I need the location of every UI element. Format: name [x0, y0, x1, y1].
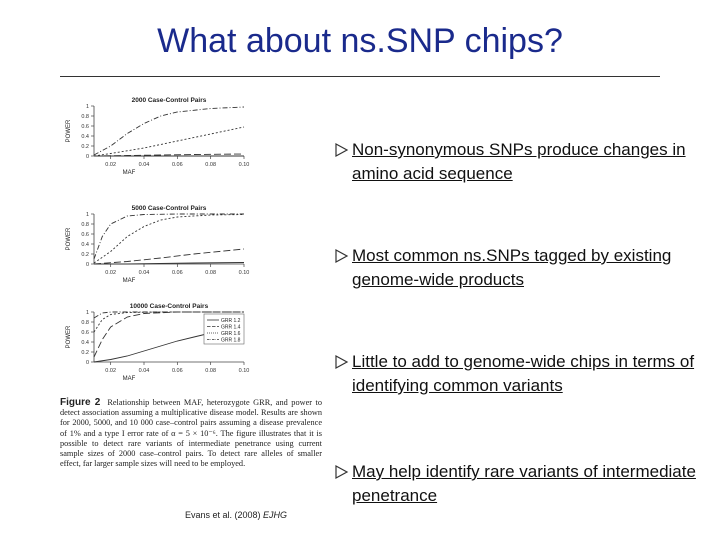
y-axis-label: POWER [66, 119, 72, 143]
x-tick-label: 0.10 [238, 368, 250, 374]
y-tick-label: 0.4 [81, 134, 89, 140]
x-tick-label: 0.02 [105, 368, 117, 374]
bullet-item [330, 244, 710, 292]
x-tick-label: 0.06 [171, 270, 183, 276]
title-divider [60, 76, 660, 77]
power-plot-10000 [56, 298, 326, 398]
bullet-item [330, 138, 710, 186]
chart-title: 5000 Case-Control Pairs [131, 205, 207, 212]
x-tick-label: 0.04 [138, 270, 150, 276]
triangle-bullet-icon [330, 138, 352, 158]
x-tick-label: 0.06 [171, 368, 183, 374]
y-axis-label: POWER [66, 325, 72, 349]
y-tick-label: 0.2 [81, 144, 89, 150]
x-tick-label: 0.10 [238, 162, 250, 168]
x-tick-label: 0.04 [138, 368, 150, 374]
y-tick-label: 0.4 [81, 242, 89, 248]
triangle-bullet-icon [330, 460, 352, 480]
y-tick-label: 1 [85, 310, 89, 316]
y-tick-label: 0 [85, 154, 89, 160]
series-line [94, 214, 244, 259]
y-tick-label: 0.6 [81, 124, 89, 130]
y-tick-label: 0.8 [81, 114, 89, 120]
caption-label: Figure 2 [60, 397, 101, 408]
x-axis-label: MAF [122, 376, 136, 382]
x-tick-label: 0.04 [138, 162, 150, 168]
x-tick-label: 0.08 [205, 368, 217, 374]
y-tick-label: 0.2 [81, 350, 89, 356]
y-tick-label: 1 [85, 212, 89, 218]
power-plot-2000 [56, 92, 326, 192]
series-line [94, 107, 244, 155]
series-line [94, 249, 244, 264]
bullet-text: Most common ns.SNPs tagged by existing genome-wide products [352, 246, 672, 289]
triangle-bullet-icon [330, 244, 352, 264]
y-tick-label: 0.6 [81, 330, 89, 336]
x-tick-label: 0.02 [105, 162, 117, 168]
citation-journal: EJHG [263, 510, 288, 520]
slide-title: What about ns.SNP chips? [157, 22, 563, 60]
power-plot-5000 [56, 200, 326, 300]
x-axis-label: MAF [122, 278, 136, 284]
y-tick-label: 1 [85, 104, 89, 110]
bullet-text: Little to add to genome-wide chips in terms of identifying common variants [352, 352, 695, 395]
x-tick-label: 0.06 [171, 162, 183, 168]
bullet-item [330, 350, 710, 398]
x-tick-label: 0.08 [205, 162, 217, 168]
legend-label: GRR 1.2 [221, 318, 241, 324]
citation-authors: Evans et al. (2008) [185, 510, 264, 520]
y-tick-label: 0 [85, 262, 89, 268]
y-tick-label: 0.8 [81, 320, 89, 326]
y-tick-label: 0.4 [81, 340, 89, 346]
legend-label: GRR 1.4 [221, 324, 241, 331]
series-line [94, 127, 244, 156]
legend-label: GRR 1.6 [221, 331, 241, 337]
chart-title: 2000 Case-Control Pairs [131, 97, 207, 104]
triangle-bullet-icon [330, 350, 352, 370]
x-tick-label: 0.10 [238, 270, 250, 276]
bullet-text: Non-synonymous SNPs produce changes in amino acid sequence [352, 140, 686, 183]
y-axis-label: POWER [66, 227, 72, 251]
x-tick-label: 0.02 [105, 270, 117, 276]
y-tick-label: 0.8 [81, 222, 89, 228]
bullet-item [330, 460, 710, 508]
bullet-text: May help identify rare variants of intermediate penetrance [352, 462, 696, 505]
series-line [94, 215, 244, 264]
x-axis-label: MAF [122, 170, 136, 176]
chart-title: 10000 Case-Control Pairs [129, 303, 209, 310]
caption-text: Relationship between MAF, heterozygote GRR, and power to detect association assuming a multiplicative disease model. Results are shown for 2000, 5000, and 10 000 case–control pairs assuming a disease prevalence of 1% and a type I error rate of α = 5 × 10⁻⁶. The figure illustrates that it is possible to detect rare variants of intermediate penetrance using current sample sizes of 2000 case–control pairs. To detect rare alleles of smaller effect, far larger sample sizes will need to be employed. [60, 398, 322, 469]
y-tick-label: 0 [85, 360, 89, 366]
y-tick-label: 0.6 [81, 232, 89, 238]
citation [185, 510, 287, 520]
y-tick-label: 0.2 [81, 252, 89, 258]
figure-caption [60, 398, 322, 469]
legend-label: GRR 1.8 [221, 337, 241, 344]
x-tick-label: 0.08 [205, 270, 217, 276]
